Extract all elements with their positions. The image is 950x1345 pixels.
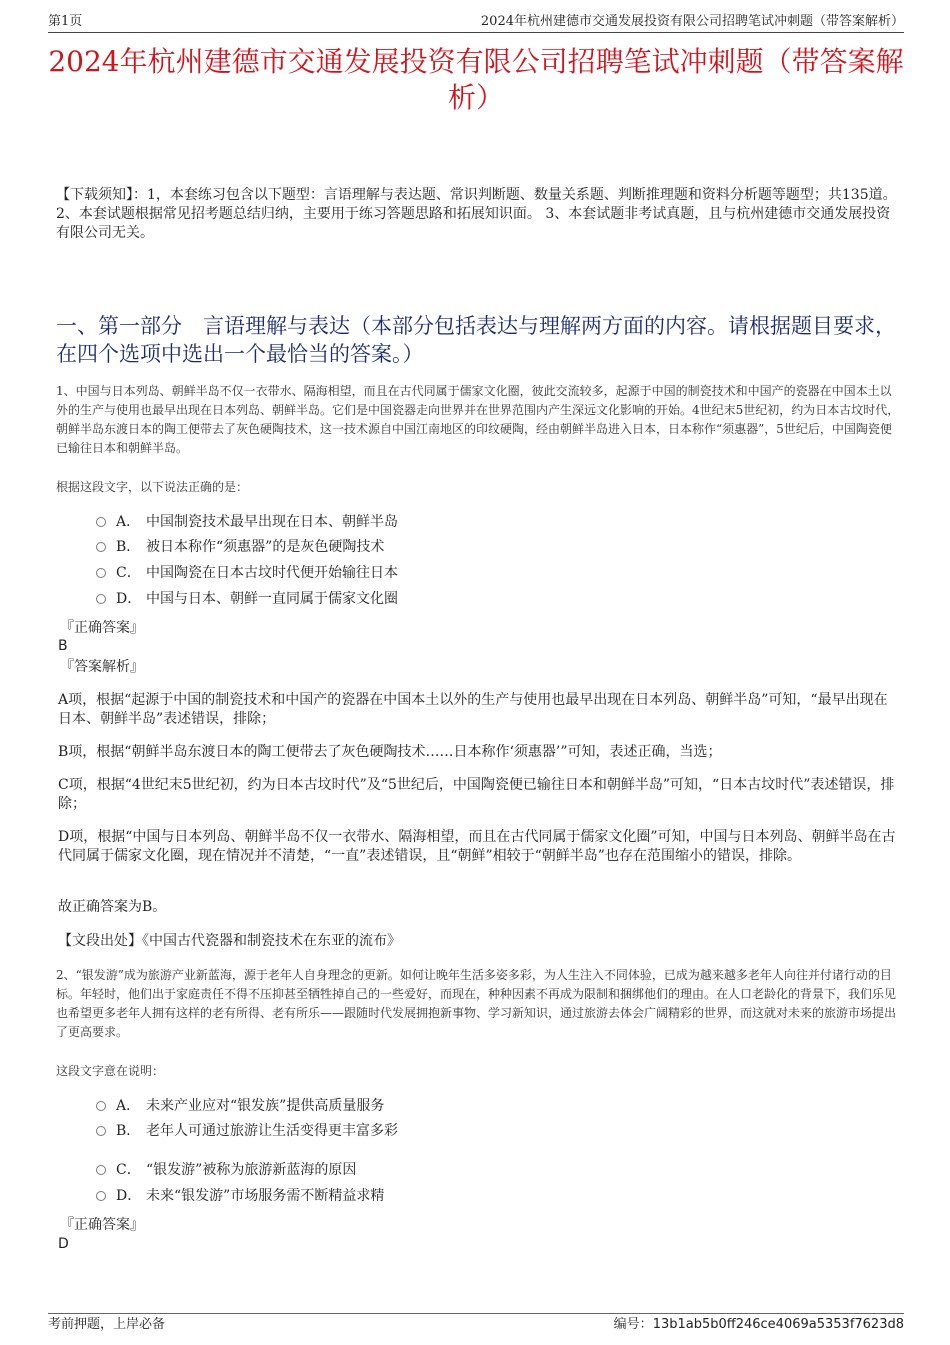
question-1-option-b[interactable]: B． 被日本称作“须惠器”的是灰色硬陶技术 <box>96 538 384 556</box>
radio-icon[interactable] <box>96 568 106 578</box>
radio-icon[interactable] <box>96 542 106 552</box>
question-1-option-c[interactable]: C． 中国陶瓷在日本古坟时代便开始输往日本 <box>96 564 398 582</box>
analysis-label: 『答案解析』 <box>60 659 144 675</box>
correct-answer-label: 『正确答案』 <box>60 620 144 636</box>
page-number: 第1页 <box>48 14 83 29</box>
analysis-option-a: A项，根据“起源于中国的制瓷技术和中国产的瓷器在中国本土以外的生产与使用也最早出现在日本列岛、朝鲜半岛”可知，“最早出现在日本、朝鲜半岛”表述错误，排除； <box>58 692 888 727</box>
radio-icon[interactable] <box>96 1165 106 1175</box>
correct-answer: B <box>58 638 68 654</box>
correct-answer-label: 『正确答案』 <box>60 1217 144 1233</box>
question-2-option-b[interactable]: B． 老年人可通过旅游让生活变得更丰富多彩 <box>96 1122 398 1140</box>
question-2-option-d[interactable]: D． 未来“银发游”市场服务需不断精益求精 <box>96 1187 384 1205</box>
correct-answer: D <box>58 1236 69 1252</box>
section-heading: 一、第一部分 言语理解与表达（本部分包括表达与理解两方面的内容。请根据题目要求，在四个选项中选出一个最恰当的答案。） <box>56 314 896 366</box>
question-2-passage: 2、“银发游”成为旅游产业新蓝海，源于老年人自身理念的更新。如何让晚年生活多姿多彩，为人生注入不同体验，已成为越来越多老年人向往并付诸行动的目标。年轻时，他们出于家庭责任不得不压抑甚至牺牲掉自己的一些爱好，而现在，种种因素不再成为限制和捆绑他们的理由。在人口老龄化的背景下，我们乐见也希望更多老年人拥有这样的老有所得、老有所乐——跟随时代发展拥抱新事物、学习新知识，通过旅游去体会广阔精彩的世界，而这就对未来的旅游市场提出了更高要求。 <box>56 968 897 1039</box>
question-2-option-a[interactable]: A． 未来产业应对“银发族”提供高质量服务 <box>96 1097 384 1115</box>
question-1-prompt: 根据这段文字，以下说法正确的是： <box>56 480 249 494</box>
question-2-option-c[interactable]: C． “银发游”被称为旅游新蓝海的原因 <box>96 1161 356 1179</box>
radio-icon[interactable] <box>96 1126 106 1136</box>
header-doc-title: 2024年杭州建德市交通发展投资有限公司招聘笔试冲刺题（带答案解析） <box>480 14 904 29</box>
radio-icon[interactable] <box>96 1101 106 1111</box>
footer-slogan: 考前押题，上岸必备 <box>48 1317 166 1332</box>
question-1-option-a[interactable]: A． 中国制瓷技术最早出现在日本、朝鲜半岛 <box>96 513 398 531</box>
document-code: 编号：13b1ab5b0ff246ce4069a5353f7623d8 <box>613 1317 904 1332</box>
question-1-option-d[interactable]: D． 中国与日本、朝鲜一直同属于儒家文化圈 <box>96 590 398 608</box>
question-2-prompt: 这段文字意在说明： <box>56 1064 165 1078</box>
page-footer <box>48 1313 904 1334</box>
analysis-option-d: D项，根据“中国与日本列岛、朝鲜半岛不仅一衣带水、隔海相望，而且在古代同属于儒家文化圈”可知，中国与日本列岛、朝鲜半岛在古代同属于儒家文化圈，现在情况并不清楚，“一直”表述错误，且“朝鲜”相较于“朝鲜半岛”也存在范围缩小的错误，排除。 <box>58 829 896 864</box>
passage-source: 【文段出处】《中国古代瓷器和制瓷技术在东亚的流布》 <box>58 933 401 949</box>
radio-icon[interactable] <box>96 517 106 527</box>
analysis-option-c: C项，根据“4世纪末5世纪初，约为日本古坟时代”及“5世纪后，中国陶瓷便已输往日本和朝鲜半岛”可知，“日本古坟时代”表述错误，排除； <box>58 777 895 812</box>
radio-icon[interactable] <box>96 1191 106 1201</box>
analysis-option-b: B项，根据“朝鲜半岛东渡日本的陶工便带去了灰色硬陶技术……日本称作‘须惠器’”可知，表述正确，当选； <box>58 744 722 760</box>
radio-icon[interactable] <box>96 594 106 604</box>
document-title: 2024年杭州建德市交通发展投资有限公司招聘笔试冲刺题（带答案解析） <box>48 45 904 114</box>
download-notice: 【下载须知】：1，本套练习包含以下题型：言语理解与表达题、常识判断题、数量关系题、判断推理题和资料分析题等题型；共135道。 2、本套试题根据常见招考题总结归纳，主要用于练习答题思路和拓展知识面。 3、本套试题非考试真题，且与杭州建德市交通发展投资有限公司无关。 <box>56 187 897 241</box>
page-header <box>48 14 904 33</box>
analysis-conclusion: 故正确答案为B。 <box>58 899 167 915</box>
question-1-passage: 1、中国与日本列岛、朝鲜半岛不仅一衣带水、隔海相望，而且在古代同属于儒家文化圈，彼此交流较多，起源于中国的制瓷技术和中国产的瓷器在中国本土以外的生产与使用也最早出现在日本列岛、朝鲜半岛。它们是中国瓷器走向世界并在世界范围内产生深远文化影响的开始。4世纪末5世纪初，约为日本古坟时代，朝鲜半岛东渡日本的陶工便带去了灰色硬陶技术，这一技术源自中国江南地区的印纹硬陶，经由朝鲜半岛进入日本，日本称作“须惠器”，5世纪后，中国陶瓷便已输往日本和朝鲜半岛。 <box>56 384 900 455</box>
